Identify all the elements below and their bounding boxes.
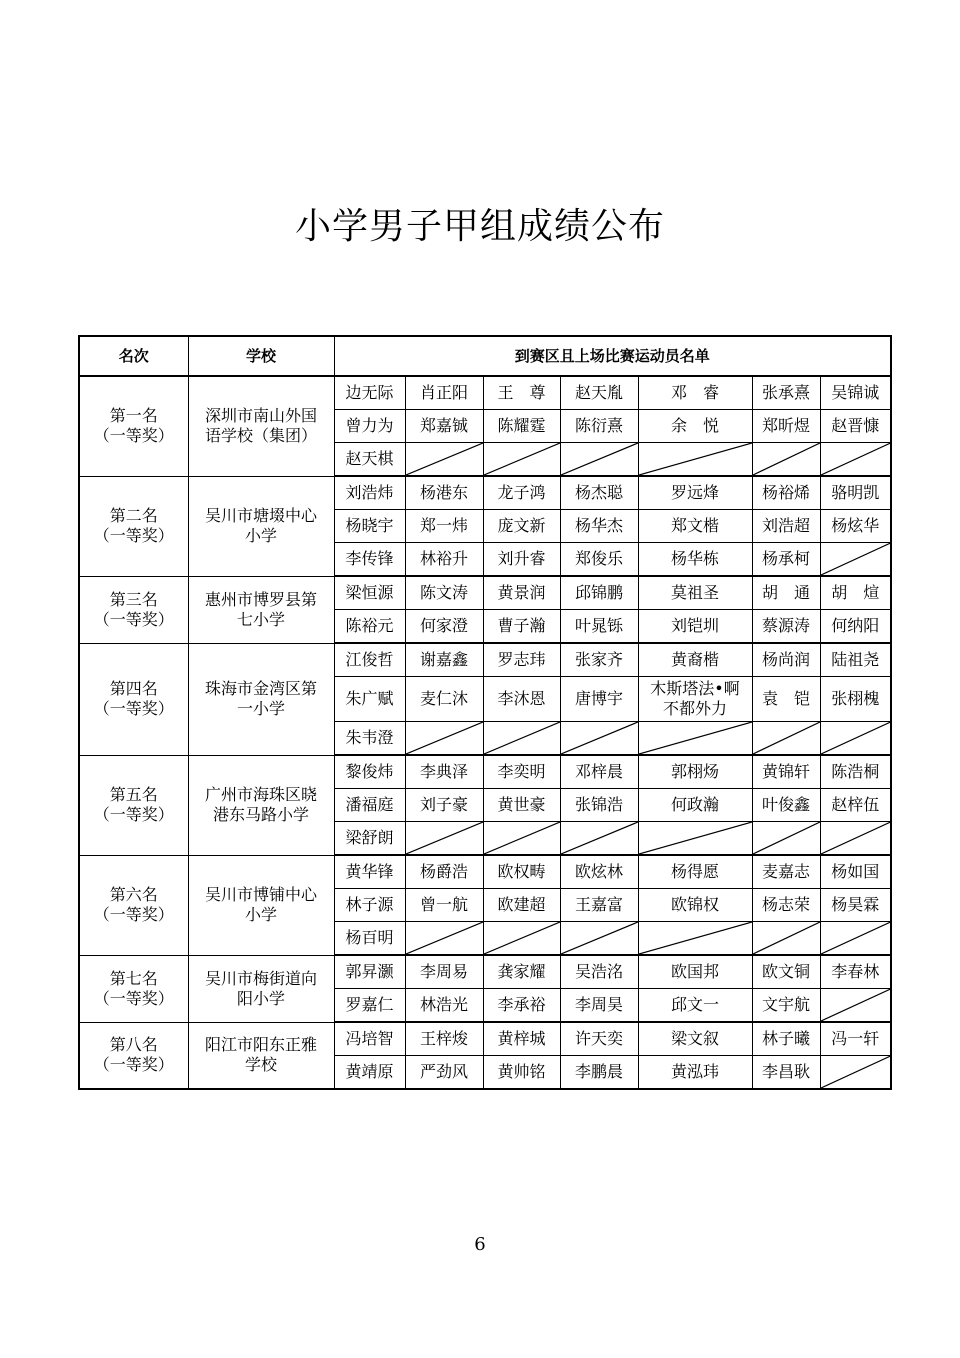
athlete-name: 郑嘉铖 <box>405 410 483 443</box>
athlete-name: 杨裕烯 <box>752 476 820 510</box>
athlete-name: 黄裔楷 <box>638 643 752 677</box>
rank-label: 第六名 <box>109 885 158 904</box>
empty-cell <box>560 822 638 856</box>
diagonal-slash <box>821 443 891 475</box>
diagonal-slash <box>753 822 820 854</box>
award-label: （一等奖） <box>93 699 174 718</box>
athlete-name: 邓梓晨 <box>560 755 638 789</box>
empty-cell <box>752 722 820 756</box>
empty-cell <box>820 989 891 1023</box>
athlete-name: 赵晋慷 <box>820 410 891 443</box>
athlete-name: 曾一航 <box>405 889 483 922</box>
empty-cell <box>752 443 820 477</box>
table-row <box>79 643 891 677</box>
athlete-name: 欧权畴 <box>483 855 560 889</box>
athlete-name: 杨承柯 <box>752 543 820 577</box>
athlete-name: 梁文叙 <box>638 1022 752 1056</box>
athlete-name: 李奕明 <box>483 755 560 789</box>
athlete-name: 陆祖尧 <box>820 643 891 677</box>
empty-cell <box>405 722 483 756</box>
athlete-name: 李鹏晨 <box>560 1056 638 1090</box>
table-row <box>79 576 891 610</box>
school-cell <box>188 643 334 755</box>
athlete-name: 林浩光 <box>405 989 483 1023</box>
school-cell <box>188 476 334 576</box>
athlete-name: 杨如国 <box>820 855 891 889</box>
athlete-name: 袁 铠 <box>752 677 820 722</box>
school-cell <box>188 1022 334 1089</box>
school-name: 吴川市梅街道向阳小学 <box>204 968 317 1008</box>
diagonal-slash <box>484 822 560 854</box>
empty-cell <box>483 443 560 477</box>
results-table <box>78 335 892 1090</box>
athlete-name: 梁恒源 <box>334 576 405 610</box>
empty-cell <box>752 822 820 856</box>
athlete-name: 刘子豪 <box>405 789 483 822</box>
athlete-name: 李昌耿 <box>752 1056 820 1090</box>
athlete-name: 莫祖圣 <box>638 576 752 610</box>
athlete-name: 陈裕元 <box>334 610 405 644</box>
athlete-name: 严劲风 <box>405 1056 483 1090</box>
athlete-name: 邓 睿 <box>638 376 752 410</box>
school-name: 广州市海珠区晓港东马路小学 <box>204 785 317 824</box>
header-school: 学校 <box>188 336 334 376</box>
award-label: （一等奖） <box>93 609 174 629</box>
header-rank: 名次 <box>79 336 188 376</box>
athlete-name: 叶俊鑫 <box>752 789 820 822</box>
athlete-name: 王 尊 <box>483 376 560 410</box>
athlete-name: 黄世豪 <box>483 789 560 822</box>
table-row <box>79 1022 891 1056</box>
athlete-name: 郑文楷 <box>638 510 752 543</box>
athlete-name: 黎俊炜 <box>334 755 405 789</box>
diagonal-slash <box>406 722 483 754</box>
athlete-name: 黄梓城 <box>483 1022 560 1056</box>
empty-cell <box>405 922 483 956</box>
athlete-name: 江俊哲 <box>334 643 405 677</box>
rank-label: 第二名 <box>109 506 158 525</box>
athlete-name: 陈浩桐 <box>820 755 891 789</box>
school-name: 珠海市金湾区第一小学 <box>204 679 317 718</box>
athlete-name: 赵天棋 <box>334 443 405 477</box>
athlete-name: 庞文新 <box>483 510 560 543</box>
athlete-name: 郑昕煜 <box>752 410 820 443</box>
athlete-name: 罗志玮 <box>483 643 560 677</box>
rank-label: 第七名 <box>109 968 158 988</box>
empty-cell <box>405 443 483 477</box>
diagonal-slash <box>821 922 891 954</box>
athlete-name: 黄华锋 <box>334 855 405 889</box>
athlete-name: 冯一轩 <box>820 1022 891 1056</box>
school-cell <box>188 855 334 955</box>
athlete-name: 张承熹 <box>752 376 820 410</box>
athlete-name: 叶晁铄 <box>560 610 638 644</box>
empty-cell <box>820 722 891 756</box>
athlete-name: 吴锦诚 <box>820 376 891 410</box>
diagonal-slash <box>639 443 752 475</box>
rank-label: 第一名 <box>109 406 158 426</box>
athlete-name: 黄泓玮 <box>638 1056 752 1090</box>
diagonal-slash <box>561 443 638 475</box>
athlete-name: 郑一炜 <box>405 510 483 543</box>
school-cell <box>188 376 334 476</box>
diagonal-slash <box>639 922 752 954</box>
table-body <box>79 376 891 1089</box>
diagonal-slash <box>561 922 638 954</box>
diagonal-slash <box>821 822 891 854</box>
athlete-name: 李春林 <box>820 955 891 989</box>
rank-cell <box>79 755 188 855</box>
table-row <box>79 476 891 510</box>
athlete-name: 朱韦澄 <box>334 722 405 756</box>
athlete-name: 杨得愿 <box>638 855 752 889</box>
table-row <box>79 755 891 789</box>
athlete-name: 陈耀霆 <box>483 410 560 443</box>
table-row <box>79 955 891 989</box>
diagonal-slash <box>821 989 891 1021</box>
athlete-name: 陈衍熹 <box>560 410 638 443</box>
page-title: 小学男子甲组成绩公布 <box>294 206 665 247</box>
rank-label: 第四名 <box>109 679 158 698</box>
rank-label: 第三名 <box>109 589 158 609</box>
rank-cell <box>79 643 188 755</box>
athlete-name: 欧国邦 <box>638 955 752 989</box>
athlete-name: 陈文涛 <box>405 576 483 610</box>
athlete-name: 肖正阳 <box>405 376 483 410</box>
diagonal-slash <box>639 822 752 854</box>
athlete-name: 杨炫华 <box>820 510 891 543</box>
athlete-name: 李承裕 <box>483 989 560 1023</box>
athlete-name: 冯培智 <box>334 1022 405 1056</box>
empty-cell <box>560 922 638 956</box>
athlete-name: 谢嘉鑫 <box>405 643 483 677</box>
athlete-name: 林子源 <box>334 889 405 922</box>
athlete-name: 余 悦 <box>638 410 752 443</box>
empty-cell <box>820 922 891 956</box>
rank-cell <box>79 576 188 643</box>
athlete-name: 欧文铜 <box>752 955 820 989</box>
athlete-name: 杨志荣 <box>752 889 820 922</box>
athlete-name: 郑俊乐 <box>560 543 638 577</box>
athlete-name: 邱文一 <box>638 989 752 1023</box>
header-row <box>79 336 891 376</box>
athlete-name: 刘铠圳 <box>638 610 752 644</box>
athlete-name: 李周昊 <box>560 989 638 1023</box>
school-name: 吴川市塘㙍中心小学 <box>204 506 317 545</box>
empty-cell <box>820 1056 891 1090</box>
athlete-name: 麦仁沐 <box>405 677 483 722</box>
award-label: （一等奖） <box>93 905 174 924</box>
empty-cell <box>638 922 752 956</box>
empty-cell <box>560 443 638 477</box>
empty-cell <box>752 922 820 956</box>
diagonal-slash <box>753 722 820 754</box>
athlete-name: 郭昇灏 <box>334 955 405 989</box>
athlete-name: 黄锦轩 <box>752 755 820 789</box>
athlete-name: 赵梓伍 <box>820 789 891 822</box>
athlete-name: 刘浩炜 <box>334 476 405 510</box>
diagonal-slash <box>821 722 891 754</box>
empty-cell <box>638 822 752 856</box>
school-cell <box>188 755 334 855</box>
diagonal-slash <box>406 443 483 475</box>
empty-cell <box>638 722 752 756</box>
diagonal-slash <box>406 822 483 854</box>
athlete-name: 欧炫林 <box>560 855 638 889</box>
athlete-name: 杨华杰 <box>560 510 638 543</box>
athlete-name: 罗嘉仁 <box>334 989 405 1023</box>
athlete-name: 杨爵浩 <box>405 855 483 889</box>
diagonal-slash <box>821 543 891 575</box>
school-name: 阳江市阳东正雅学校 <box>204 1035 317 1075</box>
athlete-name: 龚家耀 <box>483 955 560 989</box>
athlete-name: 王嘉富 <box>560 889 638 922</box>
athlete-name: 张栩槐 <box>820 677 891 722</box>
diagonal-slash <box>561 722 638 754</box>
empty-cell <box>483 722 560 756</box>
athlete-name: 唐博宇 <box>560 677 638 722</box>
athlete-name: 欧锦权 <box>638 889 752 922</box>
athlete-name: 龙子鸿 <box>483 476 560 510</box>
athlete-name: 曾力为 <box>334 410 405 443</box>
empty-cell <box>820 822 891 856</box>
athlete-name: 黄靖原 <box>334 1056 405 1090</box>
empty-cell <box>483 922 560 956</box>
athlete-name: 杨百明 <box>334 922 405 956</box>
athlete-name: 木斯塔法•啊不都外力 <box>638 677 752 722</box>
school-cell <box>188 955 334 1022</box>
athlete-name: 骆明凯 <box>820 476 891 510</box>
award-label: （一等奖） <box>93 805 174 824</box>
diagonal-slash <box>753 443 820 475</box>
school-name: 惠州市博罗县第七小学 <box>204 589 317 629</box>
diagonal-slash <box>561 822 638 854</box>
athlete-name: 潘福庭 <box>334 789 405 822</box>
athlete-name: 杨尚润 <box>752 643 820 677</box>
diagonal-slash <box>821 1056 891 1088</box>
athlete-name: 郭栩炀 <box>638 755 752 789</box>
empty-cell <box>405 822 483 856</box>
diagonal-slash <box>753 922 820 954</box>
athlete-name: 李典泽 <box>405 755 483 789</box>
school-cell <box>188 576 334 643</box>
athlete-name: 赵天胤 <box>560 376 638 410</box>
rank-cell <box>79 955 188 1022</box>
header-athletes: 到赛区且上场比赛运动员名单 <box>334 336 891 376</box>
award-label: （一等奖） <box>93 426 174 446</box>
rank-label: 第八名 <box>109 1035 158 1055</box>
table-row <box>79 855 891 889</box>
diagonal-slash <box>406 922 483 954</box>
table-row <box>79 376 891 410</box>
rank-label: 第五名 <box>109 785 158 804</box>
empty-cell <box>820 543 891 577</box>
athlete-name: 林裕升 <box>405 543 483 577</box>
athlete-name: 罗远烽 <box>638 476 752 510</box>
athlete-name: 杨华栋 <box>638 543 752 577</box>
athlete-name: 刘浩超 <box>752 510 820 543</box>
athlete-name: 杨昊霖 <box>820 889 891 922</box>
athlete-name: 胡 煊 <box>820 576 891 610</box>
athlete-name: 李传锋 <box>334 543 405 577</box>
athlete-name: 麦嘉志 <box>752 855 820 889</box>
athlete-name: 曹子瀚 <box>483 610 560 644</box>
empty-cell <box>638 443 752 477</box>
athlete-name: 张家齐 <box>560 643 638 677</box>
empty-cell <box>560 722 638 756</box>
empty-cell <box>820 443 891 477</box>
rank-cell <box>79 1022 188 1089</box>
athlete-name: 邱锦鹏 <box>560 576 638 610</box>
athlete-name: 何政瀚 <box>638 789 752 822</box>
athlete-name: 杨杰聪 <box>560 476 638 510</box>
athlete-name: 梁舒朗 <box>334 822 405 856</box>
empty-cell <box>483 822 560 856</box>
athlete-name: 李周易 <box>405 955 483 989</box>
rank-cell <box>79 855 188 955</box>
athlete-name: 胡 通 <box>752 576 820 610</box>
athlete-name: 李沐恩 <box>483 677 560 722</box>
rank-cell <box>79 476 188 576</box>
school-name: 吴川市博铺中心小学 <box>204 885 317 924</box>
athlete-name: 许天奕 <box>560 1022 638 1056</box>
school-name: 深圳市南山外国语学校（集团） <box>204 406 317 446</box>
athlete-name: 何家澄 <box>405 610 483 644</box>
diagonal-slash <box>484 443 560 475</box>
award-label: （一等奖） <box>93 988 174 1008</box>
page-number: 6 <box>474 1234 486 1255</box>
athlete-name: 蔡源涛 <box>752 610 820 644</box>
athlete-name: 杨晓宇 <box>334 510 405 543</box>
athlete-name: 黄景润 <box>483 576 560 610</box>
diagonal-slash <box>484 922 560 954</box>
athlete-name: 何纳阳 <box>820 610 891 644</box>
athlete-name: 杨港东 <box>405 476 483 510</box>
athlete-name: 欧建超 <box>483 889 560 922</box>
rank-cell <box>79 376 188 476</box>
diagonal-slash <box>484 722 560 754</box>
athlete-name: 吴浩洺 <box>560 955 638 989</box>
athlete-name: 王梓焌 <box>405 1022 483 1056</box>
athlete-name: 黄帅铭 <box>483 1056 560 1090</box>
diagonal-slash <box>639 722 752 754</box>
award-label: （一等奖） <box>93 1055 174 1075</box>
athlete-name: 文宇航 <box>752 989 820 1023</box>
athlete-name: 刘升睿 <box>483 543 560 577</box>
athlete-name: 边无际 <box>334 376 405 410</box>
athlete-name: 林子曦 <box>752 1022 820 1056</box>
athlete-name: 张锦浩 <box>560 789 638 822</box>
athlete-name: 朱广赋 <box>334 677 405 722</box>
award-label: （一等奖） <box>93 526 174 545</box>
